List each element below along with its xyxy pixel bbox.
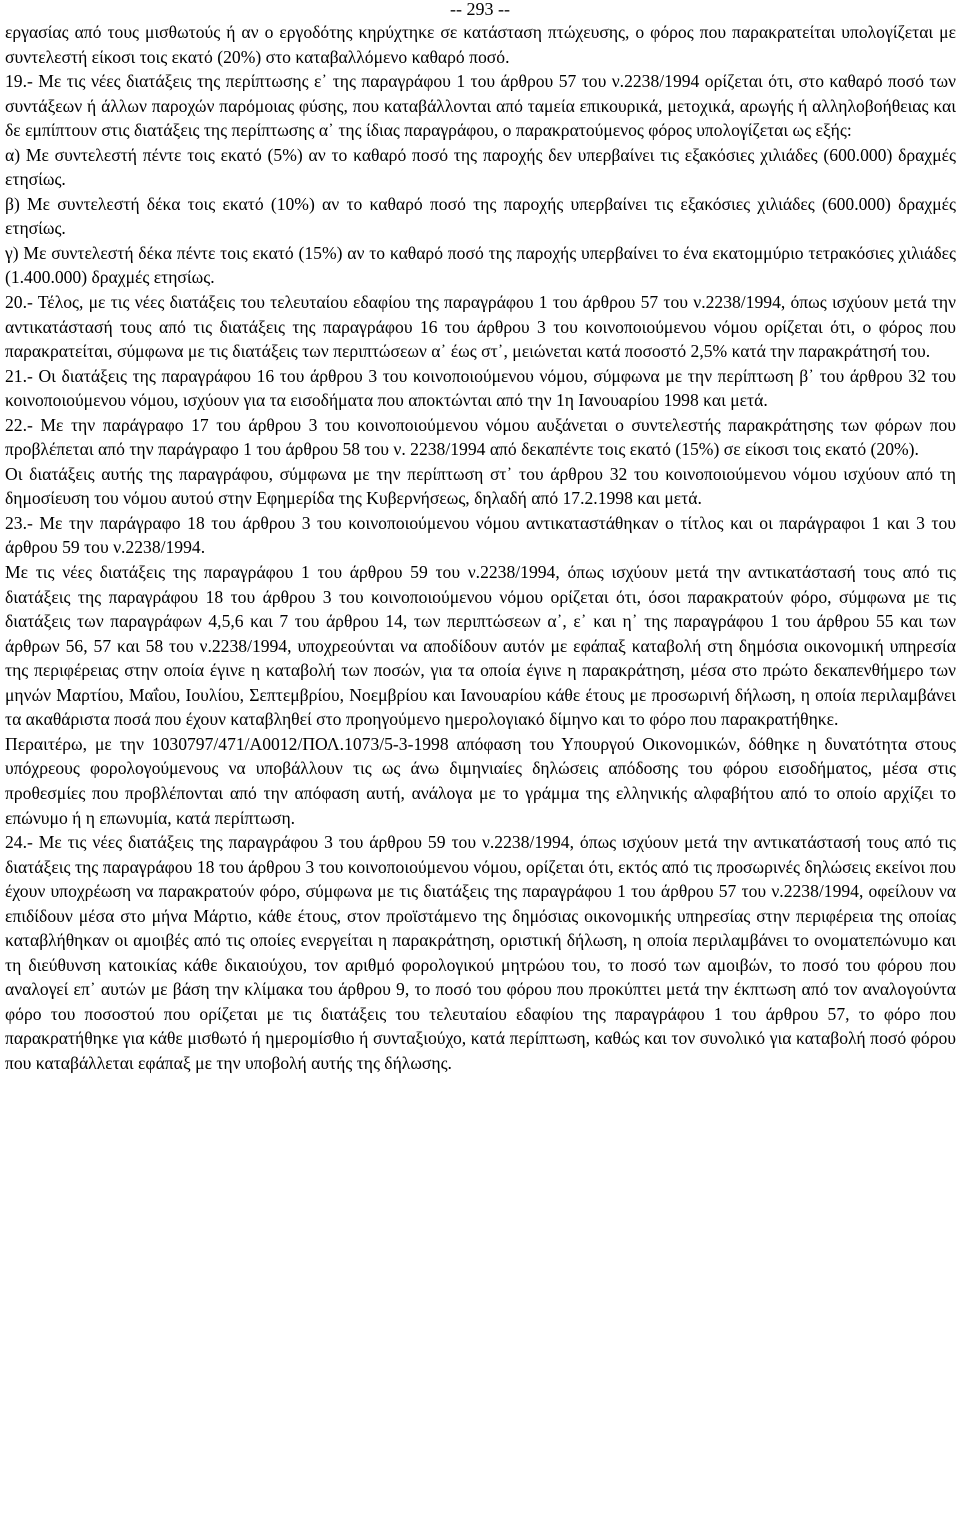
paragraph-24: 24.- Με τις νέες διατάξεις της παραγράφου 3 του άρθρου 59 του ν.2238/1994, όπως ισχύουν μετά την αντικατάστασή τους από τις διατάξεις της παραγράφου 18 του άρθρου 3 του κοινοποιούμενου νόμου, ορίζεται ότι, εκτός από τις προσωρινές δηλώσεις εκείνοι που έχουν υποχρέωση να παρακρατούν φόρο, σύμφωνα με τις διατάξεις της παραγράφου 1 του άρθρου 57 του ν.2238/1994, οφείλουν να επιδίδουν μέσα στο μήνα Μάρτιο, κάθε έτους, στον προϊστάμενο της δημόσιας οικονομικής υπηρεσίας στην περιφέρεια της οποίας καταβλήθηκαν οι αμοιβές από τις οποίες ενεργείται η παρακράτηση, οριστική δήλωση, η οποία περιλαμβάνει το ονοματεπώνυμο και τη διεύθυνση κατοικίας κάθε δικαιούχου, τον αριθμό φορολογικού μητρώου του, το ποσό των αμοιβών, το ποσό του φόρου που αναλογεί επ᾽ αυτών με βάση την κλίμακα του άρθρου 9, το ποσό του φόρου που προκύπτει μετά την έκπτωση από τον αναλογούντα φόρο του ποσοστού που ορίζεται με τις διατάξεις του τελευταίου εδαφίου της παραγράφου 1 του άρθρου 57, το φόρο που παρακρατήθηκε για κάθε μισθωτό ή ημερομίσθιο ή συνταξιούχο, κατά περίπτωση, καθώς και τον συνολικό για καταβολή ποσό φόρου που καταβάλλεται εφάπαξ με την υποβολή αυτής της δήλωσης. [5, 832, 956, 1073]
paragraph-22-effective: Οι διατάξεις αυτής της παραγράφου, σύμφωνα με την περίπτωση στ᾽ του άρθρου 32 του κοινοποιούμενου νόμου ισχύουν από τη δημοσίευση του νόμου αυτού στην Εφημερίδα της Κυβερνήσεως, δηλαδή από 17.2.1998 και μετά. [5, 463, 956, 509]
page-number: -- 293 -- [450, 0, 510, 19]
paragraph-19: 19.- Με τις νέες διατάξεις της περίπτωσης ε᾽ της παραγράφου 1 του άρθρου 57 του ν.2238/1994 ορίζεται ότι, στο καθαρό ποσό των συντάξεων ή άλλων παροχών παρόμοιας φύσης, που καταβάλλονται από ταμεία επικουρικά, μετοχικά, αρωγής ή αλληλοβοήθειας και δε εμπίπτουν στις διατάξεις της περίπτωσης α᾽ της ίδιας παραγράφου, ο παρακρατούμενος φόρος υπολογίζεται ως εξής: [5, 71, 956, 141]
paragraph-23-details: Με τις νέες διατάξεις της παραγράφου 1 του άρθρου 59 του ν.2238/1994, όπως ισχύουν μετά την αντικατάστασή τους από τις διατάξεις της παραγράφου 18 του άρθρου 3 του κοινοποιούμενου νόμου ορίζεται ότι, όσοι παρακρατούν φόρο, σύμφωνα με τις διατάξεις των παραγράφων 4,5,6 και 7 του άρθρου 14, των περιπτώσεων α᾽, ε᾽ και η᾽ της παραγράφου 1 του άρθρου 55 και των άρθρων 56, 57 και 58 του ν.2238/1994, υποχρεούνται να αποδίδουν αυτόν με εφάπαξ καταβολή στη δημόσια οικονομική υπηρεσία της περιφέρειας στην οποία έγινε η καταβολή των ποσών, για τα οποία έγινε η παρακράτηση, μέσα στο πρώτο δεκαπενθήμερο των μηνών Μαρτίου, Μαΐου, Ιουλίου, Σεπτεμβρίου, Νοεμβρίου και Ιανουαρίου κάθε έτους με προσωρινή δήλωση, η οποία περιλαμβάνει τα ακαθάριστα ποσά που έχουν καταβληθεί στο προηγούμενο ημερολογιακό δίμηνο και το φόρο που παρακρατήθηκε. [5, 562, 956, 730]
item-a: α) Με συντελεστή πέντε τοις εκατό (5%) αν το καθαρό ποσό της παροχής δεν υπερβαίνει τις εξακόσιες χιλιάδες (600.000) δραχμές ετησίως. [5, 144, 956, 190]
paragraph-21: 21.- Οι διατάξεις της παραγράφου 16 του άρθρου 3 του κοινοποιούμενου νόμου, σύμφωνα με την περίπτωση β᾽ του άρθρου 32 του κοινοποιούμενου νόμου, ισχύουν για τα εισοδήματα που αποκτώνται από την 1η Ιανουαρίου 1998 και μετά. [5, 365, 956, 411]
item-b: β) Με συντελεστή δέκα τοις εκατό (10%) αν το καθαρό ποσό της παροχής υπερβαίνει τις εξακόσιες χιλιάδες (600.000) δραχμές ετησίως. [5, 193, 956, 239]
paragraph-continuation: εργασίας από τους μισθωτούς ή αν ο εργοδότης κηρύχτηκε σε κατάσταση πτώχευσης, ο φόρος που παρακρατείται υπολογίζεται με συντελεστή είκοσι τοις εκατό (20%) στο καταβαλλόμενο καθαρό ποσό. [5, 22, 956, 67]
document-body [5, 0, 956, 1076]
paragraph-23-decision: Περαιτέρω, με την 1030797/471/Α0012/ΠΟΛ.1073/5-3-1998 απόφαση του Υπουργού Οικονομικών, δόθηκε η δυνατότητα στους υπόχρεους φορολογούμενους να υποβάλλουν τις ως άνω διμηνιαίες δηλώσεις απόδοσης του φόρου εισοδήματος, μέσα στις προθεσμίες που προβλέπονται από την απόφαση αυτή, ανάλογα με το γράμμα της ελληνικής αλφαβήτου από το οποίο αρχίζει το επώνυμο ή η επωνυμία, κατά περίπτωση. [5, 733, 956, 828]
item-c: γ) Με συντελεστή δέκα πέντε τοις εκατό (15%) αν το καθαρό ποσό της παροχής υπερβαίνει το ένα εκατομμύριο τετρακόσιες χιλιάδες (1.400.000) δραχμές ετησίως. [5, 242, 956, 288]
paragraph-20: 20.- Τέλος, με τις νέες διατάξεις του τελευταίου εδαφίου της παραγράφου 1 του άρθρου 57 του ν.2238/1994, όπως ισχύουν μετά την αντικατάστασή τους από τις διατάξεις της παραγράφου 16 του άρθρου 3 του κοινοποιούμενου νόμου ορίζεται ότι, ο φόρος που παρακρατείται, σύμφωνα με τις διατάξεις των περιπτώσεων α᾽ έως στ᾽, μειώνεται κατά ποσοστό 2,5% κατά την παρακράτησή του. [5, 292, 956, 362]
paragraph-22: 22.- Με την παράγραφο 17 του άρθρου 3 του κοινοποιούμενου νόμου αυξάνεται ο συντελεστής παρακράτησης των φόρων που προβλέπεται από την παράγραφο 1 του άρθρου 58 του ν. 2238/1994 από δεκαπέντε τοις εκατό (15%) σε είκοσι τοις εκατό (20%). [5, 414, 956, 460]
paragraph-23: 23.- Με την παράγραφο 18 του άρθρου 3 του κοινοποιούμενου νόμου αντικαταστάθηκαν ο τίτλος και οι παράγραφοι 1 και 3 του άρθρου 59 του ν.2238/1994. [5, 512, 956, 558]
